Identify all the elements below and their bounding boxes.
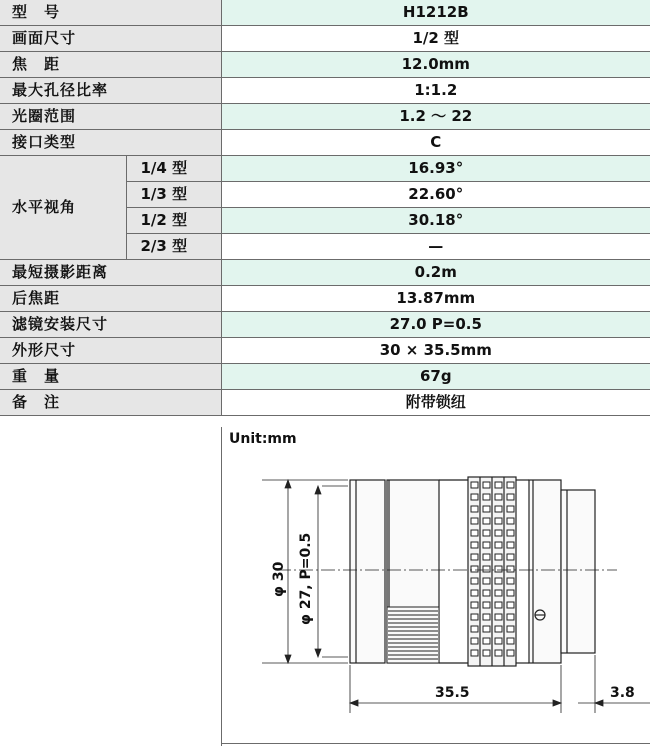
- spec-value: 附带锁纽: [221, 390, 650, 416]
- front-ring-outline: [350, 480, 385, 663]
- knurl-tooth: [471, 638, 478, 644]
- mount-thread-outline: [561, 490, 595, 653]
- spec-value: 1:1.2: [221, 78, 650, 104]
- knurl-tooth: [471, 482, 478, 488]
- spec-row-model: [0, 0, 650, 26]
- spec-row-dimensions: [0, 338, 650, 364]
- spec-value: 27.0 P=0.5: [221, 312, 650, 338]
- spec-value: 0.2m: [221, 260, 650, 286]
- arrow-head: [315, 486, 321, 494]
- dim-filter-thread: φ 27, P=0.5: [298, 532, 314, 625]
- spec-value: 12.0mm: [221, 52, 650, 78]
- view-angle-label: 水平视角: [0, 156, 126, 260]
- spec-row-iris-range: [0, 104, 650, 130]
- knurl-tooth: [471, 626, 478, 632]
- knurl-tooth: [471, 614, 478, 620]
- dim-length: 35.5: [435, 685, 470, 701]
- lens-drawing: [222, 427, 650, 743]
- spec-label: 滤镜安装尺寸: [0, 312, 221, 338]
- view-angle-value: 16.93°: [221, 156, 650, 182]
- spec-row-max-aperture: [0, 78, 650, 104]
- knurl-tooth: [471, 566, 478, 572]
- arrow-head: [553, 700, 561, 706]
- spec-label: 最短摄影距离: [0, 260, 221, 286]
- spec-label: 最大孔径比率: [0, 78, 221, 104]
- unit-caption: Unit:mm: [229, 431, 297, 447]
- spec-label: 画面尺寸: [0, 26, 221, 52]
- knurl-tooth: [471, 518, 478, 524]
- arrow-head: [350, 700, 358, 706]
- spec-row-view-angle: [0, 156, 650, 182]
- view-angle-format: 1/2 型: [126, 208, 221, 234]
- spec-row-weight: [0, 364, 650, 390]
- rear-barrel-outline: [529, 480, 561, 663]
- spec-row-image-format: [0, 26, 650, 52]
- view-angle-value: 30.18°: [221, 208, 650, 234]
- dim-back-flange: 3.8: [610, 685, 635, 701]
- knurl-tooth: [471, 506, 478, 512]
- arrow-head: [285, 480, 291, 488]
- view-angle-value: —: [221, 234, 650, 260]
- knurl-tooth: [471, 578, 478, 584]
- view-angle-format: 1/3 型: [126, 182, 221, 208]
- arrow-head: [285, 655, 291, 663]
- spec-label: 焦 距: [0, 52, 221, 78]
- spec-row-min-distance: [0, 260, 650, 286]
- knurl-tooth: [471, 554, 478, 560]
- spec-value: C: [221, 130, 650, 156]
- blank-area: [0, 427, 221, 746]
- view-angle-format: 2/3 型: [126, 234, 221, 260]
- arrow-head: [315, 649, 321, 657]
- spec-value: 1.2 ～ 22: [221, 104, 650, 130]
- knurl-tooth: [471, 590, 478, 596]
- bottom-rule: [221, 743, 650, 744]
- dim-outer-diameter: φ 30: [271, 561, 287, 597]
- spec-label: 后焦距: [0, 286, 221, 312]
- spec-label: 光圈范围: [0, 104, 221, 130]
- spec-value: 30 × 35.5mm: [221, 338, 650, 364]
- spec-label: 重 量: [0, 364, 221, 390]
- knurl-tooth: [471, 602, 478, 608]
- view-angle-value: 22.60°: [221, 182, 650, 208]
- spec-label: 接口类型: [0, 130, 221, 156]
- spec-label: 备 注: [0, 390, 221, 416]
- spec-row-filter-size: [0, 312, 650, 338]
- spec-row-back-focus: [0, 286, 650, 312]
- spec-label: 外形尺寸: [0, 338, 221, 364]
- spec-row-remarks: [0, 390, 650, 416]
- model-value: H1212B: [221, 0, 650, 26]
- spec-value: 13.87mm: [221, 286, 650, 312]
- knurl-tooth: [471, 650, 478, 656]
- view-angle-format: 1/4 型: [126, 156, 221, 182]
- iris-knurl: [387, 607, 439, 663]
- arrow-head: [595, 700, 603, 706]
- knurl-tooth: [471, 494, 478, 500]
- spec-value: 1/2 型: [221, 26, 650, 52]
- knurl-tooth: [471, 530, 478, 536]
- model-label: 型 号: [0, 0, 221, 26]
- spec-row-focal-length: [0, 52, 650, 78]
- spec-row-mount: [0, 130, 650, 156]
- spec-value: 67g: [221, 364, 650, 390]
- knurl-tooth: [471, 542, 478, 548]
